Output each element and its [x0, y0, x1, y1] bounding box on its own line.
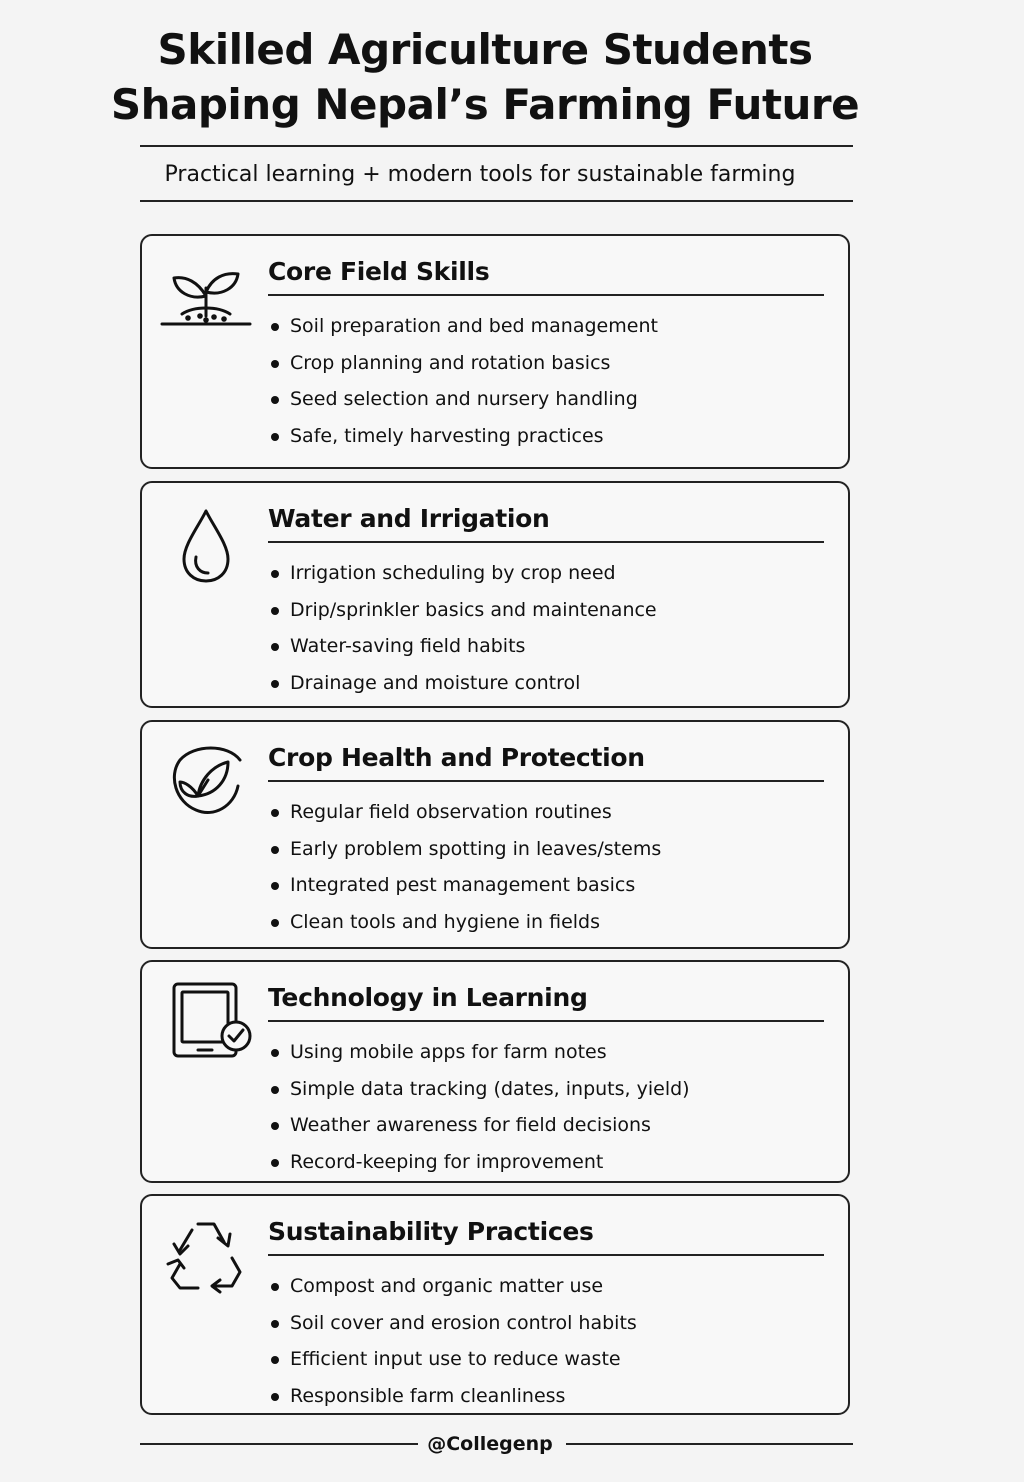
section-water-irrigation [140, 481, 850, 708]
footer-divider-right [566, 1443, 853, 1445]
list-item: Crop planning and rotation basics [268, 345, 658, 382]
section-divider [268, 294, 824, 296]
section-list [268, 1268, 637, 1414]
list-item: Drainage and moisture control [268, 665, 657, 702]
list-item: Soil cover and erosion control habits [268, 1305, 637, 1342]
section-divider [268, 541, 824, 543]
list-item: Seed selection and nursery handling [268, 381, 658, 418]
section-crop-health [140, 720, 850, 949]
section-heading: Water and Irrigation [268, 504, 550, 533]
title-line-2: Shaping Nepal’s Farming Future [110, 80, 860, 129]
list-item: Regular field observation routines [268, 794, 661, 831]
list-item: Water-saving field habits [268, 628, 657, 665]
recycle-icon [158, 1214, 254, 1296]
list-item: Early problem spotting in leaves/stems [268, 831, 661, 868]
section-list [268, 555, 657, 701]
list-item: Efficient input use to reduce waste [268, 1341, 637, 1378]
section-heading: Technology in Learning [268, 983, 588, 1012]
section-list [268, 1034, 690, 1180]
section-technology [140, 960, 850, 1183]
subtitle-divider [140, 200, 853, 202]
tablet-check-icon [158, 980, 254, 1062]
section-divider [268, 1020, 824, 1022]
list-item: Simple data tracking (dates, inputs, yield) [268, 1071, 690, 1108]
list-item: Weather awareness for field decisions [268, 1107, 690, 1144]
seedling-icon [158, 254, 254, 336]
section-heading: Sustainability Practices [268, 1217, 594, 1246]
section-heading: Crop Health and Protection [268, 743, 645, 772]
section-divider [268, 1254, 824, 1256]
list-item: Safe, timely harvesting practices [268, 418, 658, 455]
page-title [0, 22, 970, 132]
section-heading: Core Field Skills [268, 257, 490, 286]
list-item: Using mobile apps for farm notes [268, 1034, 690, 1071]
list-item: Soil preparation and bed management [268, 308, 658, 345]
water-drop-icon [158, 501, 254, 583]
title-divider [140, 145, 853, 147]
list-item: Compost and organic matter use [268, 1268, 637, 1305]
section-divider [268, 780, 824, 782]
footer-handle: @Collegenp [427, 1433, 553, 1455]
list-item: Integrated pest management basics [268, 867, 661, 904]
footer-divider-left [140, 1443, 418, 1445]
section-sustainability [140, 1194, 850, 1415]
section-core-field-skills [140, 234, 850, 469]
list-item: Clean tools and hygiene in fields [268, 904, 661, 941]
title-line-1: Skilled Agriculture Students [157, 25, 813, 74]
section-list [268, 794, 661, 940]
leaf-icon [158, 740, 254, 822]
list-item: Irrigation scheduling by crop need [268, 555, 657, 592]
list-item: Drip/sprinkler basics and maintenance [268, 592, 657, 629]
list-item: Record-keeping for improvement [268, 1144, 690, 1181]
list-item: Responsible farm cleanliness [268, 1378, 637, 1415]
section-list [268, 308, 658, 454]
subtitle: Practical learning + modern tools for sustainable farming [164, 162, 796, 187]
